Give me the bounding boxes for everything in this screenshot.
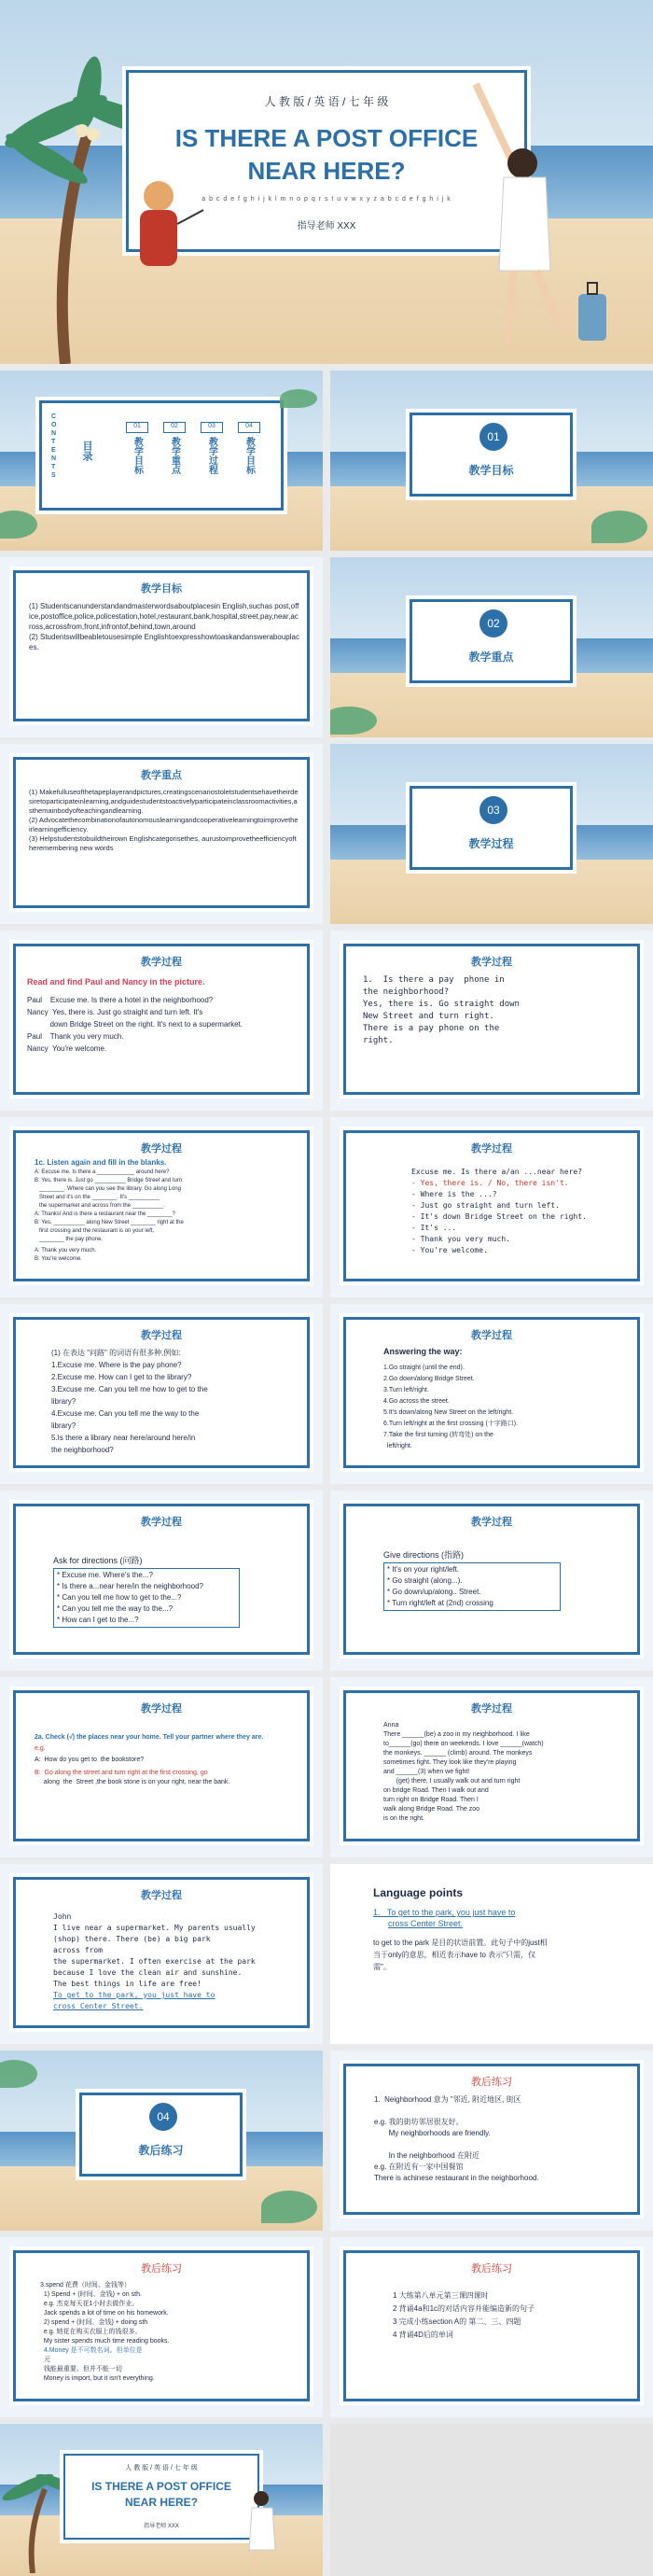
cover-title-line1: IS THERE A POST OFFICE [174, 124, 479, 152]
anna-line-10: walk along Bridge Road. The zoo [383, 1806, 479, 1813]
john-line-6: because I love the clean air and sunshine. [53, 1968, 243, 1977]
john-line-8: To get to the park, you just have to [53, 1991, 215, 1999]
practice-slide-3[interactable] [330, 2237, 653, 2417]
suitcase-icon [574, 280, 611, 345]
contents-item-1[interactable] [126, 422, 148, 478]
listen-line-2: B: Yes, there is. Just go __________ Bridge Street and turn [35, 1178, 183, 1183]
section-name-01: 教学目标 [468, 464, 514, 477]
process-card-give-directions [343, 1504, 640, 1655]
practice1-line-7: e.g. 在附近有一家中国餐馆 [374, 2163, 464, 2171]
check-heading: 2a. Check (√) the places near your home. Tell your partner where they are. [35, 1734, 264, 1741]
read-line-3: down Bridge Street on the right. It's next to a supermarket. [27, 1020, 243, 1029]
anna-line-9: turn right on Bridge Road. Then I [383, 1797, 479, 1803]
john-line-4: across from [53, 1946, 103, 1954]
practice3-line-1: 1 大练第八单元第三课四课时 [393, 2291, 489, 2300]
listen-line-4: Street and it's on the ________. It's __________ [35, 1195, 160, 1200]
cover-title-line2: NEAR HERE? [247, 157, 406, 185]
dialog-line-2: - Yes, there is. / No, there isn't. [411, 1179, 569, 1187]
read-line-1: Paul Excuse me. Is there a hotel in the neighborhood? [27, 996, 214, 1004]
give-directions-heading: Give directions (指路) [383, 1550, 465, 1560]
listen-line-9: ________ the pay phone. [35, 1237, 104, 1242]
contents-item-4[interactable] [238, 422, 260, 478]
process-title-payphone: 教学过程 [471, 957, 512, 968]
practice2-line-5: 2) spend + (时间、金钱) + doing sth [40, 2319, 148, 2326]
anna-line-2: There ______(be) a zoo in my neighborhood. I like [383, 1731, 530, 1738]
answering-line-3: 3.Turn left/right. [383, 1387, 429, 1393]
payphone-text: 1. Is there a pay phone in the neighborhood? Yes, there is. Go straight down New Street and turn right. There is a pay phone on the right. [363, 975, 520, 1045]
section-slide-03[interactable] [330, 744, 653, 924]
dialog-line-6: - It's ... [411, 1224, 457, 1232]
listen-line-1: A: Excuse me. Is there a ____________ around here? [35, 1169, 170, 1175]
contents-card [39, 400, 284, 511]
section-num-02: 02 [479, 609, 507, 637]
give-directions-line-1: * It's on your right/left. [387, 1565, 460, 1574]
anna-line-4: the monkeys. ______ (climb) around. The monkeys [383, 1750, 533, 1757]
practice-title-3: 教后练习 [471, 2263, 512, 2275]
process-title-listen: 教学过程 [141, 1143, 182, 1155]
section-card-04 [79, 2093, 243, 2177]
answering-line-1: 1.Go straight (until the end). [383, 1365, 465, 1371]
end-title-line1: IS THERE A POST OFFICE [91, 2480, 231, 2493]
process-card-answering [343, 1317, 640, 1468]
key-points-slide[interactable] [0, 744, 323, 924]
asking-line-8: 5.Is there a library near here/around here/in [51, 1434, 196, 1442]
john-line-5: the supermarket. I often exercise at the park [53, 1957, 256, 1966]
contents-num-4: 04 [238, 422, 260, 433]
process-card-ask-directions [13, 1504, 310, 1655]
practice-card-3 [343, 2250, 640, 2401]
anna-line-8: on bridge Road. Then I walk out and [383, 1787, 489, 1794]
answering-line-8: left/right. [383, 1443, 412, 1449]
section-name-04: 教后练习 [138, 2144, 184, 2157]
process-slide-listen[interactable] [0, 1117, 323, 1297]
alphabet-strip: a b c d e f g h i j k l m n o p q r s t u v w x y z a b c d e f g h i j k [201, 196, 452, 203]
check-line-2: B: Go along the street and turn right at the first crossing, go [35, 1770, 208, 1776]
contents-num-1: 01 [126, 422, 148, 433]
dialog-line-5: - It's down Bridge Street on the right. [411, 1212, 587, 1221]
language-points-slide[interactable] [330, 1864, 653, 2044]
listen-line-8: first crossing and the restaurant is on your left, [35, 1228, 155, 1234]
practice2-line-7: My sister spends much time reading books. [40, 2338, 170, 2345]
practice2-line-3: e.g. 杰克每天花1小时去做作业。 [40, 2301, 139, 2307]
process-title-read: 教学过程 [141, 957, 182, 968]
anna-line-5: sometimes fight. They look like they're playing [383, 1759, 517, 1766]
john-line-9: cross Center Street. [53, 2002, 144, 2010]
contents-vertical-label: CONTENTS [51, 413, 57, 479]
contents-num-2: 02 [163, 422, 186, 433]
section-num-04: 04 [149, 2103, 177, 2131]
process-title-ask-directions: 教学过程 [141, 1517, 182, 1528]
john-line-3: (shop) there. There (be) a big park [53, 1935, 211, 1943]
anna-line-11: is on the right. [383, 1815, 424, 1822]
objectives-text: (1) Studentscanunderstandandmasterwordsaboutplacesin English,suchas post,office,postoffice,police,policestation,hotel,restaurant,bank,hospital,street,pay,near,across,acrossfrom,front,infrontof,behind,town,around (2) Studentswillbeabletousesimple Englishtoexpresshowtoaskandanswerabouplaces. [29, 602, 299, 651]
practice-card-1 [343, 2064, 640, 2215]
contents-text-3: 教学过程 [206, 437, 217, 474]
empty-area [330, 2424, 653, 2576]
contents-text-4: 教学目标 [243, 437, 255, 474]
listen-line-10: A: Thank you very much. [35, 1248, 97, 1253]
end-teacher: 指导老师 XXX [144, 2524, 179, 2529]
contents-text-1: 教学目标 [132, 437, 143, 474]
answering-line-4: 4.Go across the street. [383, 1398, 450, 1405]
section-num-01: 01 [479, 423, 507, 451]
practice-title-2: 教后练习 [141, 2263, 182, 2275]
end-subtitle: 人 教 版 / 英 语 / 七 年 级 [125, 2465, 198, 2471]
process-title-asking: 教学过程 [141, 1330, 182, 1341]
dialog-line-8: - You're welcome. [411, 1246, 488, 1254]
process-card-anna [343, 1690, 640, 1841]
cover-subtitle: 人 教 版 / 英 语 / 七 年 级 [264, 95, 389, 108]
language-points-text: to get to the park 是目的状语前置。此句子中的just相当于only的意思，相近表示have to 表示"只需，仅需"。 [373, 1939, 548, 1971]
practice-card-2 [13, 2250, 310, 2401]
read-line-2: Nancy Yes, there is. Just go straight and turn left. It's [27, 1008, 203, 1016]
process-title-answering: 教学过程 [471, 1330, 512, 1341]
process-card-asking [13, 1317, 310, 1468]
language-points-item-2: cross Center Street. [388, 1919, 464, 1928]
teacher-label: 指导老师 XXX [297, 221, 356, 231]
section-slide-01[interactable] [330, 371, 653, 551]
practice3-line-3: 3 完成小练section A的 第二、三、四题 [393, 2317, 521, 2326]
read-line-4: Paul Thank you very much. [27, 1032, 124, 1041]
answering-line-7: 7.Take the first turning (转弯处) on the [383, 1432, 493, 1438]
ask-directions-line-3: * Can you tell me how to get to the...? [57, 1593, 182, 1602]
key-points-card [13, 757, 310, 908]
key-points-title: 教学重点 [141, 770, 182, 781]
contents-text-2: 教学重点 [169, 437, 180, 474]
section-card-02 [410, 599, 573, 683]
asking-line-7: library? [51, 1421, 76, 1430]
contents-item-3[interactable] [201, 422, 223, 478]
process-slide-anna[interactable] [330, 1677, 653, 1857]
process-card-check [13, 1690, 310, 1841]
process-title-anna: 教学过程 [471, 1703, 512, 1715]
practice2-line-1: 3.spend 花费（时间、金钱等） [40, 2282, 131, 2289]
process-slide-dialog[interactable] [330, 1117, 653, 1297]
practice2-line-11: Money is import, but it isn't everything. [40, 2375, 155, 2382]
teacher-illustration [121, 173, 205, 275]
dialog-line-4: - Just go straight and turn left. [411, 1201, 560, 1210]
process-title-check: 教学过程 [141, 1703, 182, 1715]
ask-directions-line-2: * Is there a...near here/in the neighborhood? [57, 1582, 203, 1590]
section-slide-04[interactable] [0, 2051, 323, 2231]
practice2-line-2: 1) Spend + (时间、金钱) + on sth. [40, 2291, 142, 2298]
contents-num-3: 03 [201, 422, 223, 433]
woman-illustration [229, 2457, 294, 2573]
practice3-line-2: 2 背诵4a和1c的对话内容并能编造新的句子 [393, 2304, 535, 2313]
practice1-line-6: In the neighborhood 在附近 [374, 2151, 479, 2160]
contents-slide[interactable] [0, 371, 323, 551]
answering-line-2: 2.Go down/along Bridge Street. [383, 1376, 475, 1382]
listen-line-11: B: You're welcome. [35, 1256, 82, 1262]
section-card-01 [410, 413, 573, 497]
practice2-line-4: Jack spends a lot of time on his homework. [40, 2310, 169, 2317]
john-line-7: The best things in life are free! [53, 1980, 201, 1988]
practice1-line-1: 1. Neighborhood 意为 "邻近, 附近地区, 街区 [374, 2095, 521, 2104]
asking-line-1: (1) 在表达 "问路" 的词语有很多种,例如: [51, 1349, 181, 1357]
john-line-2: I live near a supermarket. My parents usually [53, 1924, 256, 1932]
listen-line-6: A: Thanks! And is there a restaurant near the ________? [35, 1211, 175, 1217]
asking-line-6: 4.Excuse me. Can you tell me the way to the [51, 1409, 200, 1418]
process-slide-ask-directions[interactable] [0, 1491, 323, 1671]
contents-item-2[interactable] [163, 422, 186, 478]
ask-directions-line-5: * How can I get to the...? [57, 1616, 139, 1624]
practice-slide-1[interactable] [330, 2051, 653, 2231]
ask-directions-heading: Ask for directions (问路) [53, 1556, 143, 1565]
asking-line-2: 1.Excuse me. Where is the pay phone? [51, 1361, 182, 1369]
language-points-title: Language points [373, 1886, 463, 1899]
practice2-line-8: 4.Money 是不可数名词。但单位是 [40, 2347, 143, 2354]
section-name-03: 教学过程 [468, 837, 514, 850]
give-directions-line-2: * Go straight (along...). [387, 1576, 463, 1585]
asking-line-4: 3.Excuse me. Can you tell me how to get to the [51, 1385, 208, 1393]
practice2-line-9: 元 [40, 2357, 50, 2363]
check-line-3: along the Street ,the book stone is on your right, near the bank. [35, 1779, 230, 1785]
anna-line-6: and ______(3) when we fight! [383, 1769, 470, 1775]
ask-directions-line-1: * Excuse me. Where's the...? [57, 1571, 153, 1579]
process-card-listen [13, 1130, 310, 1281]
objectives-slide[interactable] [0, 557, 323, 737]
anna-line-3: to______(go) there on weekends. I love ______(watch) [383, 1741, 544, 1747]
section-card-03 [410, 786, 573, 870]
process-slide-read[interactable] [0, 931, 323, 1111]
practice3-line-4: 4 背诵4D后的单词 [393, 2331, 453, 2339]
john-line-1: John [53, 1912, 72, 1921]
listen-heading: 1c. Listen again and fill in the blanks. [35, 1158, 167, 1167]
process-slide-answering[interactable] [330, 1304, 653, 1484]
practice1-line-4: My neighborhoods are friendly. [374, 2129, 491, 2137]
asking-line-9: the neighborhood? [51, 1446, 114, 1454]
process-card-read [13, 944, 310, 1095]
objectives-title: 教学目标 [141, 583, 182, 595]
practice1-line-3: e.g. 我的街坊邻居很友好。 [374, 2118, 464, 2126]
asking-line-5: library? [51, 1397, 76, 1406]
anna-line-1: Anna [383, 1722, 399, 1729]
ask-directions-line-4: * Can you tell me the way to the...? [57, 1604, 174, 1613]
answering-line-6: 6.Turn left/right at the first crossing (十字路口). [383, 1421, 519, 1427]
give-directions-line-3: * Go down/up/along.. Street. [387, 1588, 481, 1596]
practice1-line-8: There is achinese restaurant in the neighborhood. [374, 2174, 539, 2182]
section-name-02: 教学重点 [468, 651, 514, 664]
end-slide[interactable] [0, 2424, 323, 2576]
objectives-card [13, 570, 310, 721]
end-title-line2: NEAR HERE? [124, 2496, 198, 2509]
process-title-give-directions: 教学过程 [471, 1517, 512, 1528]
process-card-payphone [343, 944, 640, 1095]
process-slide-payphone[interactable] [330, 931, 653, 1111]
process-card-john [13, 1877, 310, 2028]
dialog-line-3: - Where is the ...? [411, 1190, 497, 1198]
read-heading: Read and find Paul and Nancy in the picture. [27, 977, 205, 987]
practice-slide-2[interactable] [0, 2237, 323, 2417]
process-slide-john[interactable] [0, 1864, 323, 2044]
process-card-dialog [343, 1130, 640, 1281]
asking-line-3: 2.Excuse me. How can I get to the library? [51, 1373, 192, 1381]
process-title-dialog: 教学过程 [471, 1143, 512, 1155]
language-points-item: 1. To get to the park, you just have to [373, 1908, 516, 1917]
woman-illustration [457, 75, 588, 355]
listen-line-3: ________. Where can you see the library. Go along Long [35, 1186, 182, 1192]
practice2-line-10: 钱能最重要。但并不能一切 [40, 2366, 122, 2373]
section-num-03: 03 [479, 796, 507, 824]
anna-line-7: (get) there, I usually walk out and turn right [383, 1778, 521, 1785]
answering-heading: Answering the way: [383, 1347, 463, 1356]
give-directions-line-4: * Turn right/left at (2nd) crossing [387, 1599, 493, 1607]
process-slide-asking[interactable] [0, 1304, 323, 1484]
dialog-line-7: - Thank you very much. [411, 1235, 510, 1243]
key-points-text: (1) Makefulluseofthetapeplayerandpictures,creatingscenariostoletstudentsehavetheirdesiretoparticipateinlearning,andguidestudentstoactivelyparticipateinclassroomactivities,asthemainbodyofteachingandlearning. (2) Advocatethecombinationofautonomouslearningandcooperativelearningtoimprovetheirlearningefficiency. (3) Helpstudentstobuildtheirown Englishcategorisethes, aurustoimprovetheefficiencyoftheremembering new words [29, 788, 299, 852]
listen-line-7: B: Yes, __________ along New Street ________ right at the [35, 1220, 184, 1225]
dialog-line-1: Excuse me. Is there a/an ...near here? [411, 1168, 583, 1176]
practice2-line-6: e.g. 她花在购买衣服上的钱很多。 [40, 2329, 142, 2335]
process-title-john: 教学过程 [141, 1890, 182, 1901]
practice-title-1: 教后练习 [471, 2077, 512, 2088]
answering-line-5: 5.It's down/along New Street on the left/right. [383, 1409, 514, 1416]
process-slide-give-directions[interactable] [330, 1491, 653, 1671]
cover-slide[interactable] [0, 0, 653, 364]
contents-label: 目录 [81, 441, 92, 461]
check-eg: e.g. [35, 1745, 46, 1752]
process-slide-check[interactable] [0, 1677, 323, 1857]
listen-line-5: the supermarket and across from the __________. [35, 1203, 165, 1209]
section-slide-02[interactable] [330, 557, 653, 737]
check-line-1: A: How do you get to the bookstore? [35, 1757, 145, 1763]
read-line-5: Nancy You're welcome. [27, 1044, 107, 1053]
